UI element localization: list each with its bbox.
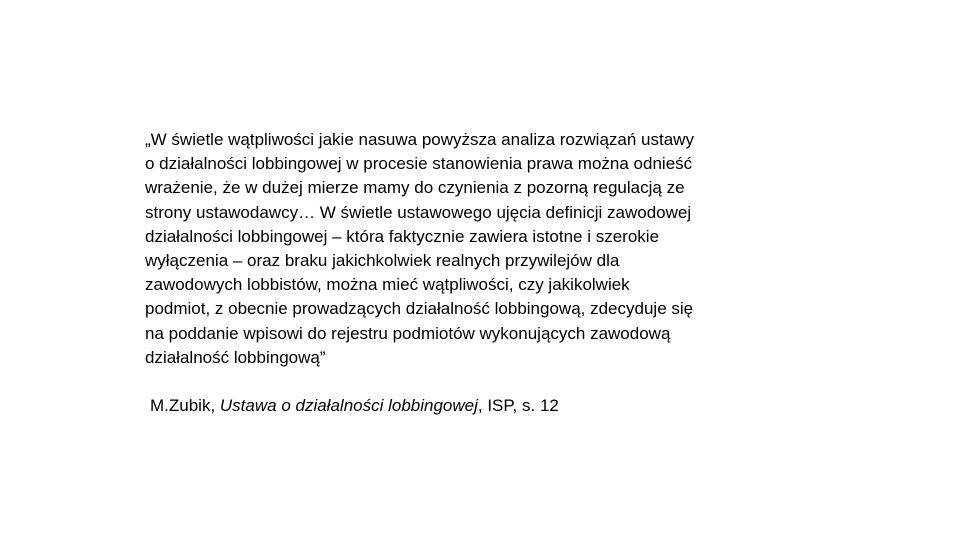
quote-line: zawodowych lobbistów, można mieć wątpliwości, czy jakikolwiek: [145, 275, 630, 295]
quote-line: działalności lobbingowej – która faktycznie zawiera istotne i szerokie: [145, 226, 660, 246]
citation-source: , ISP, s. 12: [477, 396, 559, 415]
quote-line: o działalności lobbingowej w procesie stanowienia prawa można odnieść: [145, 154, 693, 174]
quote-line: podmiot, z obecnie prowadzących działalność lobbingową, zdecyduje się: [145, 299, 694, 319]
quote-line: działalność lobbingową”: [145, 347, 326, 367]
quote-line: wrażenie, że w dużej mierze mamy do czynienia z pozorną regulacją ze: [145, 178, 685, 198]
citation-author: M.Zubik,: [150, 396, 220, 415]
quote-line: strony ustawodawcy… W świetle ustawowego ujęcia definicji zawodowej: [145, 202, 692, 222]
quote-line: „W świetle wątpliwości jakie nasuwa powyższa analiza rozwiązań ustawy: [145, 130, 694, 149]
quote-line: wyłączenia – oraz braku jakichkolwiek realnych przywilejów dla: [145, 251, 620, 271]
citation: [150, 395, 559, 417]
citation-title: Ustawa o działalności lobbingowej: [219, 396, 478, 415]
quote-line: na poddanie wpisowi do rejestru podmiotów wykonujących zawodową: [145, 323, 671, 343]
quote-text: [145, 128, 805, 370]
